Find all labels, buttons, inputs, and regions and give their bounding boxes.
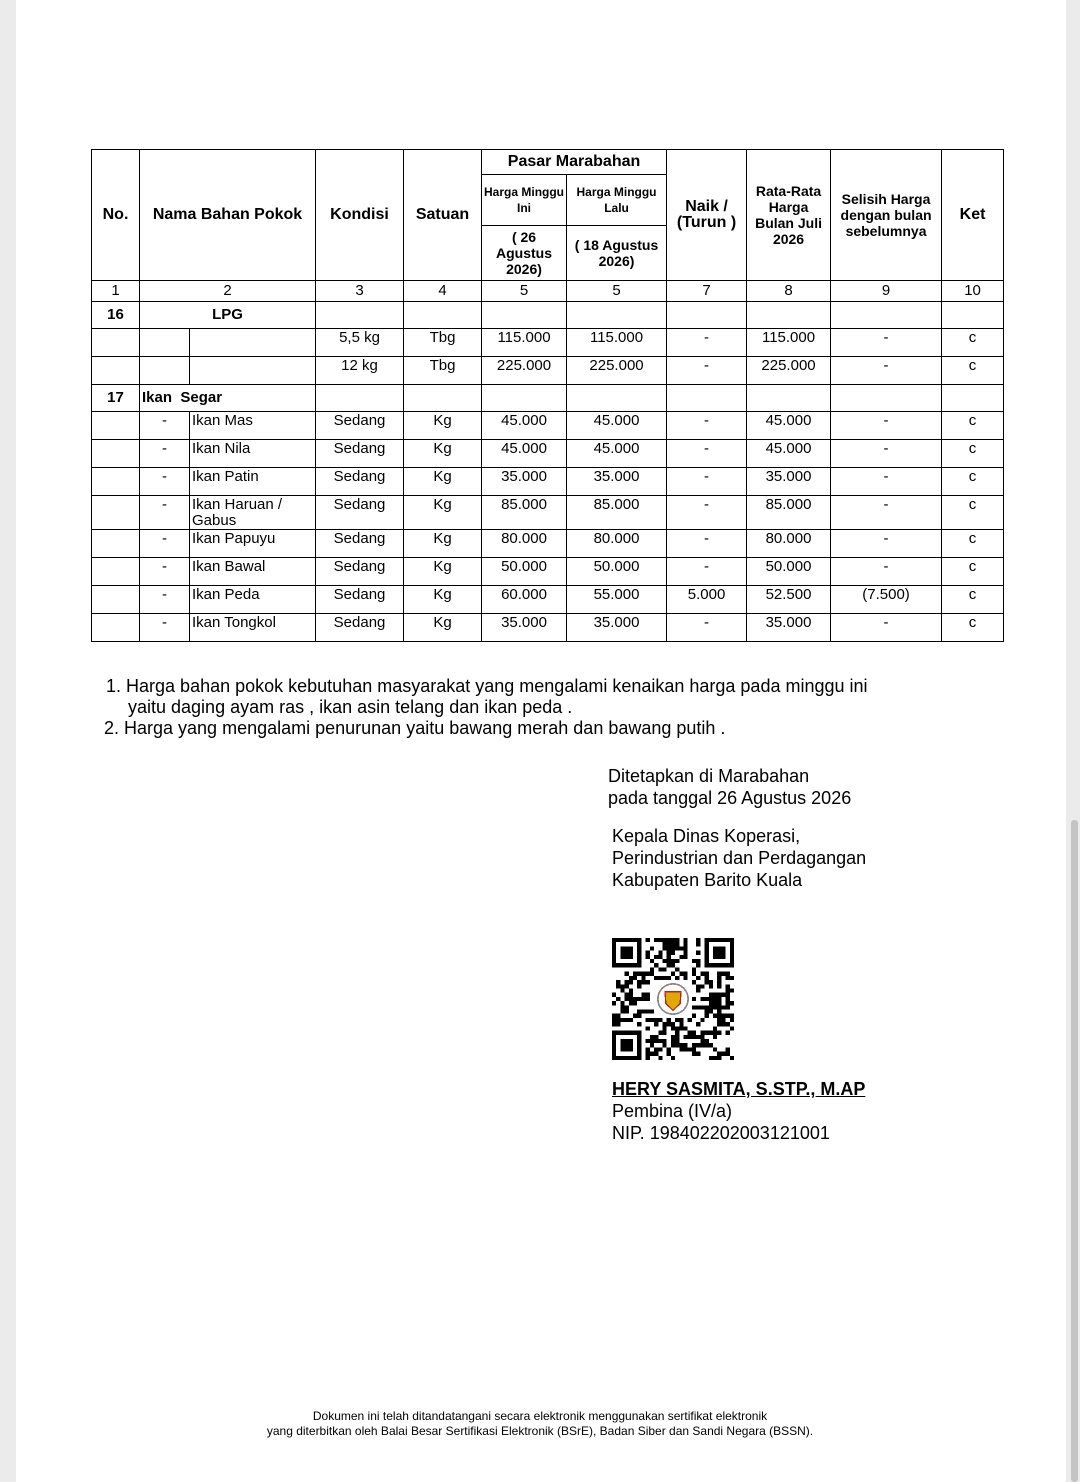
item-rata: 115.000: [747, 329, 831, 357]
col-num: 9: [831, 281, 942, 302]
item-naik: -: [667, 357, 747, 385]
table-row: [92, 614, 1004, 642]
empty-cell: [747, 302, 831, 329]
item-dash: -: [140, 496, 190, 530]
empty-cell: [482, 302, 567, 329]
signer: [612, 1078, 865, 1144]
empty-cell: [92, 530, 140, 558]
item-kondisi: 5,5 kg: [316, 329, 404, 357]
empty-cell: [92, 614, 140, 642]
qr-code-icon: [612, 938, 734, 1060]
header-selisih: Selisih Harga dengan bulan sebelumnya: [831, 150, 942, 281]
item-ket: c: [942, 357, 1004, 385]
item-satuan: Kg: [404, 614, 482, 642]
item-ket: c: [942, 586, 1004, 614]
table-row: [92, 329, 1004, 357]
empty-cell: [92, 412, 140, 440]
header-tanggal-lalu: ( 18 Agustus 2026): [567, 226, 667, 281]
item-dash: -: [140, 530, 190, 558]
group-number: 16: [92, 302, 140, 329]
item-dash: -: [140, 440, 190, 468]
item-satuan: Kg: [404, 412, 482, 440]
item-satuan: Kg: [404, 440, 482, 468]
item-dash: -: [140, 614, 190, 642]
empty-cell: [92, 329, 140, 357]
item-harga-ini: 45.000: [482, 412, 567, 440]
item-satuan: Kg: [404, 468, 482, 496]
col-num: 1: [92, 281, 140, 302]
item-ket: c: [942, 530, 1004, 558]
group-name: LPG: [140, 302, 316, 329]
empty-cell: [942, 302, 1004, 329]
item-rata: 52.500: [747, 586, 831, 614]
empty-cell: [747, 385, 831, 412]
header-pasar: Pasar Marabahan: [482, 150, 667, 175]
item-harga-lalu: 225.000: [567, 357, 667, 385]
item-naik: 5.000: [667, 586, 747, 614]
item-naik: -: [667, 329, 747, 357]
item-ket: c: [942, 614, 1004, 642]
item-kondisi: 12 kg: [316, 357, 404, 385]
empty-cell: [831, 385, 942, 412]
item-selisih: -: [831, 329, 942, 357]
item-satuan: Tbg: [404, 329, 482, 357]
item-satuan: Kg: [404, 530, 482, 558]
item-harga-lalu: 35.000: [567, 468, 667, 496]
item-dash: -: [140, 468, 190, 496]
item-selisih: -: [831, 357, 942, 385]
item-harga-ini: 50.000: [482, 558, 567, 586]
item-name: Ikan Bawal: [190, 558, 316, 586]
empty-cell: [567, 385, 667, 412]
col-num: 3: [316, 281, 404, 302]
col-num: 7: [667, 281, 747, 302]
item-kondisi: Sedang: [316, 440, 404, 468]
signer-rank: Pembina (IV/a): [612, 1101, 733, 1121]
item-naik: -: [667, 530, 747, 558]
item-naik: -: [667, 558, 747, 586]
item-name: [190, 329, 316, 357]
item-harga-lalu: 80.000: [567, 530, 667, 558]
signature-date: pada tanggal 26 Agustus 2026: [608, 788, 852, 808]
item-selisih: -: [831, 412, 942, 440]
item-dash: [140, 357, 190, 385]
empty-cell: [404, 302, 482, 329]
item-harga-ini: 115.000: [482, 329, 567, 357]
item-rata: 45.000: [747, 440, 831, 468]
item-selisih: -: [831, 496, 942, 530]
table-row: [92, 357, 1004, 385]
column-number-row: [92, 281, 1004, 302]
col-num: 5: [567, 281, 667, 302]
item-dash: [140, 329, 190, 357]
item-naik: -: [667, 440, 747, 468]
empty-cell: [92, 586, 140, 614]
signature-title-3: Kabupaten Barito Kuala: [612, 870, 803, 890]
item-name: Ikan Papuyu: [190, 530, 316, 558]
note-1-marker: 1.: [106, 676, 122, 696]
item-kondisi: Sedang: [316, 530, 404, 558]
item-harga-ini: 45.000: [482, 440, 567, 468]
item-name: Ikan Tongkol: [190, 614, 316, 642]
col-num: 4: [404, 281, 482, 302]
item-name: Ikan Mas: [190, 412, 316, 440]
item-harga-lalu: 35.000: [567, 614, 667, 642]
item-satuan: Kg: [404, 586, 482, 614]
item-harga-ini: 80.000: [482, 530, 567, 558]
table-row: [92, 586, 1004, 614]
item-name: Ikan Nila: [190, 440, 316, 468]
page-margin-left: [0, 0, 16, 1482]
signature-title-2: Perindustrian dan Perdagangan: [612, 848, 867, 868]
signature-place: Ditetapkan di Marabahan: [608, 766, 810, 786]
header-naik: Naik / (Turun ): [667, 150, 747, 281]
col-num: 8: [747, 281, 831, 302]
item-harga-lalu: 45.000: [567, 412, 667, 440]
col-num: 2: [140, 281, 316, 302]
header-ket: Ket: [942, 150, 1004, 281]
empty-cell: [482, 385, 567, 412]
signature-block: [608, 765, 866, 891]
empty-cell: [831, 302, 942, 329]
header-no: No.: [92, 150, 140, 281]
table-row: [92, 496, 1004, 530]
item-rata: 225.000: [747, 357, 831, 385]
item-harga-lalu: 55.000: [567, 586, 667, 614]
empty-cell: [92, 496, 140, 530]
header-rata: Rata-Rata Harga Bulan Juli 2026: [747, 150, 831, 281]
empty-cell: [316, 385, 404, 412]
table-row: [92, 440, 1004, 468]
item-kondisi: Sedang: [316, 586, 404, 614]
item-ket: c: [942, 412, 1004, 440]
header-kondisi: Kondisi: [316, 150, 404, 281]
item-kondisi: Sedang: [316, 412, 404, 440]
scrollbar-track[interactable]: [1066, 0, 1080, 1482]
item-selisih: -: [831, 440, 942, 468]
item-ket: c: [942, 468, 1004, 496]
col-num: 10: [942, 281, 1004, 302]
item-harga-lalu: 115.000: [567, 329, 667, 357]
item-ket: c: [942, 440, 1004, 468]
empty-cell: [92, 357, 140, 385]
group-row: [92, 385, 1004, 412]
header-nama: Nama Bahan Pokok: [140, 150, 316, 281]
item-rata: 35.000: [747, 614, 831, 642]
note-2: 2. Harga yang mengalami penurunan yaitu bawang merah dan bawang putih .: [104, 718, 726, 738]
note-1-line-2: yaitu daging ayam ras , ikan asin telang dan ikan peda .: [128, 697, 573, 717]
empty-cell: [92, 558, 140, 586]
col-num: 5: [482, 281, 567, 302]
group-number: 17: [92, 385, 140, 412]
item-rata: 35.000: [747, 468, 831, 496]
empty-cell: [567, 302, 667, 329]
header-satuan: Satuan: [404, 150, 482, 281]
item-selisih: -: [831, 530, 942, 558]
header-harga-ini: Harga Minggu Ini: [482, 175, 567, 226]
signer-name: HERY SASMITA, S.STP., M.AP: [612, 1079, 866, 1099]
signature-title-1: Kepala Dinas Koperasi,: [612, 826, 801, 846]
empty-cell: [667, 385, 747, 412]
item-harga-ini: 60.000: [482, 586, 567, 614]
item-kondisi: Sedang: [316, 496, 404, 530]
item-ket: c: [942, 329, 1004, 357]
note-1-line-1: Harga bahan pokok kebutuhan masyarakat yang mengalami kenaikan harga pada minggu ini: [126, 676, 868, 696]
table-row: [92, 530, 1004, 558]
item-selisih: -: [831, 558, 942, 586]
notes: [106, 676, 1006, 739]
footer-line-1: Dokumen ini telah ditandatangani secara elektronik menggunakan sertifikat elektronik: [312, 1409, 768, 1423]
item-ket: c: [942, 558, 1004, 586]
footer-line-2: yang diterbitkan oleh Balai Besar Sertifikasi Elektronik (BSrE), Badan Siber dan Sandi Negara (BSSN).: [266, 1424, 814, 1438]
price-table: [91, 149, 1004, 642]
empty-cell: [92, 440, 140, 468]
item-dash: -: [140, 586, 190, 614]
item-satuan: Kg: [404, 496, 482, 530]
item-harga-lalu: 85.000: [567, 496, 667, 530]
item-rata: 85.000: [747, 496, 831, 530]
item-harga-ini: 35.000: [482, 614, 567, 642]
group-row: [92, 302, 1004, 329]
item-kondisi: Sedang: [316, 558, 404, 586]
scrollbar-thumb[interactable]: [1071, 820, 1078, 1482]
empty-cell: [316, 302, 404, 329]
group-name: Ikan Segar: [140, 385, 316, 412]
item-naik: -: [667, 614, 747, 642]
header-harga-lalu: Harga Minggu Lalu: [567, 175, 667, 226]
item-name: Ikan Haruan / Gabus: [190, 496, 316, 530]
item-selisih: (7.500): [831, 586, 942, 614]
empty-cell: [404, 385, 482, 412]
item-harga-ini: 35.000: [482, 468, 567, 496]
item-selisih: -: [831, 468, 942, 496]
note-1: [106, 676, 1006, 697]
empty-cell: [92, 468, 140, 496]
signer-nip: NIP. 198402202003121001: [612, 1123, 830, 1143]
item-naik: -: [667, 468, 747, 496]
item-kondisi: Sedang: [316, 468, 404, 496]
item-rata: 45.000: [747, 412, 831, 440]
item-satuan: Tbg: [404, 357, 482, 385]
header-tanggal-ini: ( 26 Agustus 2026): [482, 226, 567, 281]
table-row: [92, 558, 1004, 586]
table-row: [92, 468, 1004, 496]
item-naik: -: [667, 496, 747, 530]
item-harga-lalu: 50.000: [567, 558, 667, 586]
item-rata: 50.000: [747, 558, 831, 586]
item-kondisi: Sedang: [316, 614, 404, 642]
item-dash: -: [140, 412, 190, 440]
footer: [0, 1409, 1080, 1439]
item-dash: -: [140, 558, 190, 586]
table-row: [92, 412, 1004, 440]
item-name: [190, 357, 316, 385]
item-satuan: Kg: [404, 558, 482, 586]
item-name: Ikan Peda: [190, 586, 316, 614]
item-selisih: -: [831, 614, 942, 642]
empty-cell: [942, 385, 1004, 412]
item-ket: c: [942, 496, 1004, 530]
item-name: Ikan Patin: [190, 468, 316, 496]
item-harga-lalu: 45.000: [567, 440, 667, 468]
item-harga-ini: 225.000: [482, 357, 567, 385]
item-rata: 80.000: [747, 530, 831, 558]
item-harga-ini: 85.000: [482, 496, 567, 530]
item-naik: -: [667, 412, 747, 440]
empty-cell: [667, 302, 747, 329]
